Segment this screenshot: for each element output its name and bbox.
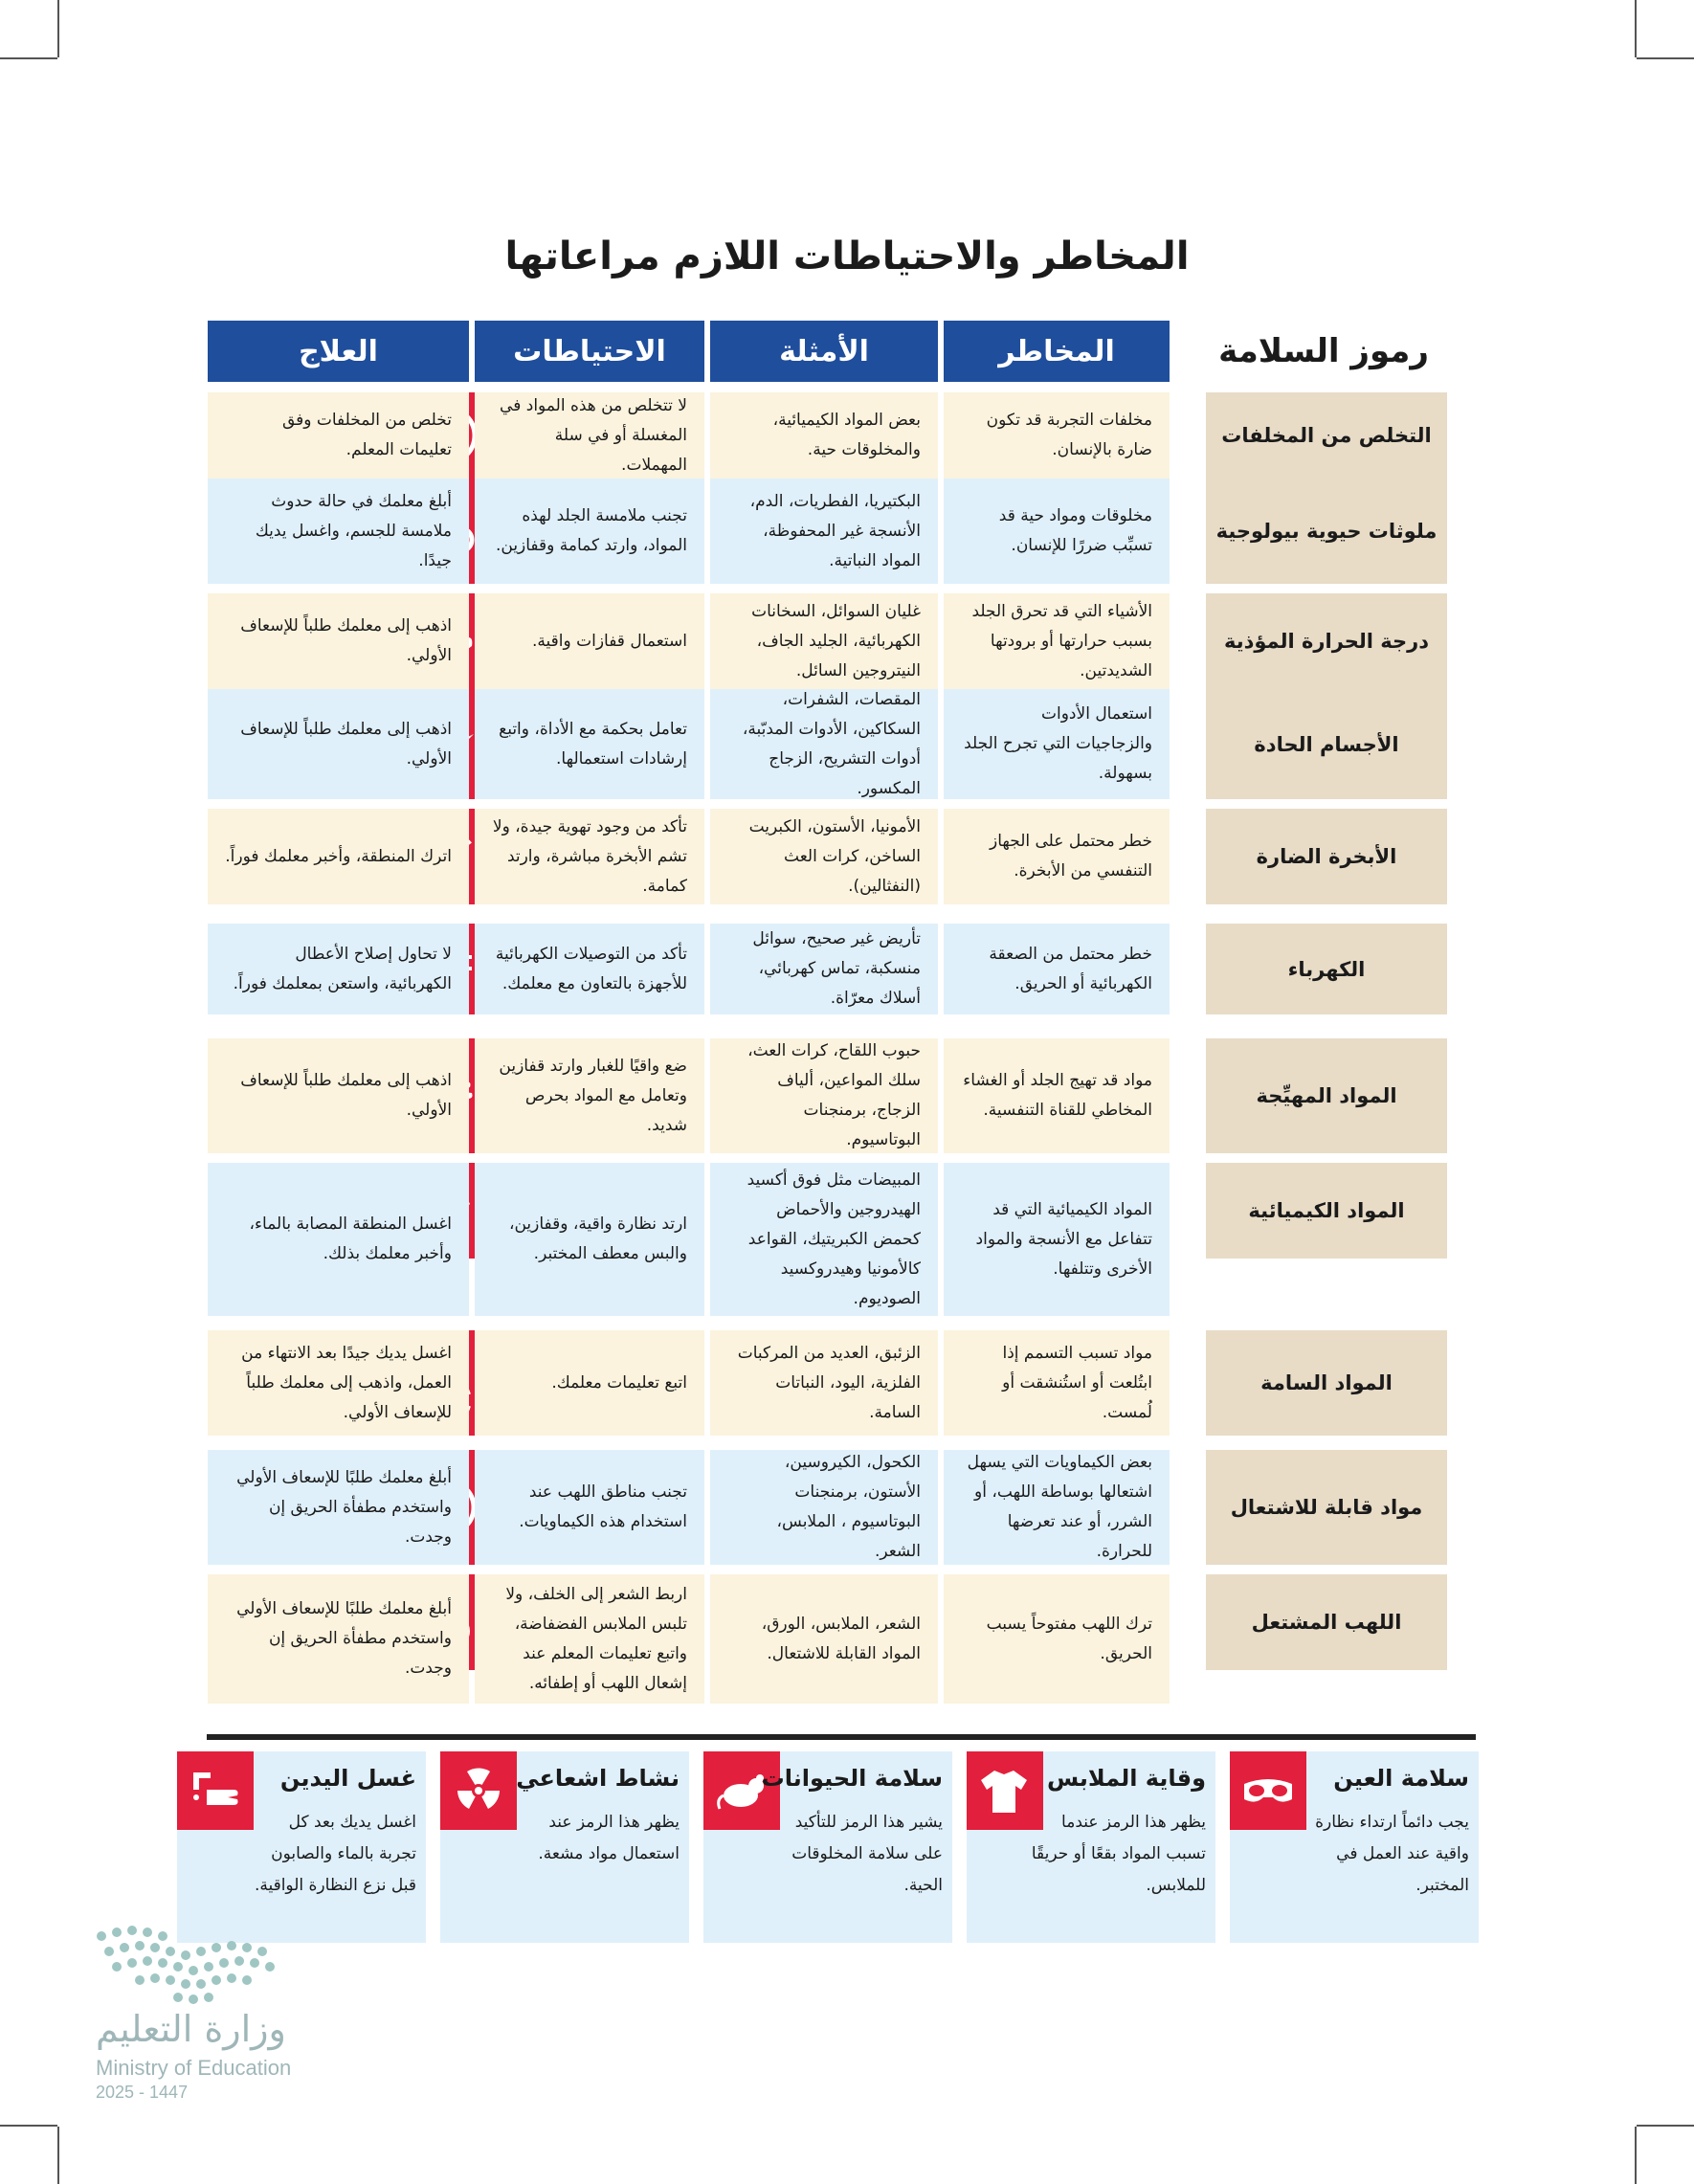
treatment-cell: اذهب إلى معلمك طلباً للإسعاف الأولي. bbox=[208, 1038, 469, 1153]
crop-mark bbox=[1637, 2125, 1694, 2127]
treatment-cell: لا تحاول إصلاح الأعطال الكهربائية، واستعن بمعلمك فوراً. bbox=[208, 924, 469, 1014]
examples-cell: تأريض غير صحيح، سوائل منسكبة، تماس كهربائي، أسلاك معرّاة. bbox=[710, 924, 938, 1014]
table-row bbox=[0, 689, 1694, 799]
hand-wash-icon bbox=[177, 1751, 254, 1830]
precautions-cell: تأكد من التوصيلات الكهربائية للأجهزة بالتعاون مع معلمك. bbox=[475, 924, 704, 1014]
examples-cell: المبيضات مثل فوق أكسيد الهيدروجين والأحماض كحمض الكبريتيك، القواعد كالأمونيا وهيدروكسيد الصوديوم. bbox=[710, 1163, 938, 1316]
row-name: الأبخرة الضارة bbox=[1206, 809, 1447, 904]
examples-cell: الأمونيا، الأستون، الكبريت الساخن، كرات العث (النفثالين). bbox=[710, 809, 938, 904]
page-title: المخاطر والاحتياطات اللازم مراعاتها bbox=[504, 234, 1190, 279]
row-name: درجة الحرارة المؤذية bbox=[1206, 593, 1447, 689]
treatment-cell: اذهب إلى معلمك طلباً للإسعاف الأولي. bbox=[208, 593, 469, 689]
examples-cell: الشعر، الملابس، الورق، المواد القابلة للاشتعال. bbox=[710, 1574, 938, 1704]
hazard-cell: بعض الكيماويات التي يسهل اشتعالها بوساطة اللهب، أو الشرر، أو عند تعرضها للحرارة. bbox=[944, 1450, 1170, 1565]
crop-mark bbox=[0, 2125, 57, 2127]
crop-mark bbox=[1637, 57, 1694, 59]
academic-year: 2025 - 1447 bbox=[96, 2083, 189, 2102]
hazard-cell: مواد قد تهيج الجلد أو الغشاء المخاطي للقناة التنفسية. bbox=[944, 1038, 1170, 1153]
symbol-title: نشاط اشعاعي bbox=[516, 1765, 680, 1792]
precautions-cell: اربط الشعر إلى الخلف، ولا تلبس الملابس الفضفاضة، واتبع تعليمات المعلم عند إشعال اللهب أو إطفائه. bbox=[475, 1574, 704, 1704]
hazard-cell: خطر محتمل على الجهاز التنفسي من الأبخرة. bbox=[944, 809, 1170, 904]
ministry-name-arabic: وزارة التعليم bbox=[96, 2008, 286, 2050]
symbol-eye-safety bbox=[1230, 1751, 1479, 1943]
hazard-cell: استعمال الأدوات والزجاجيات التي تجرح الجلد بسهولة. bbox=[944, 689, 1170, 799]
symbol-text: يجب دائماً ارتداء نظارة واقية عند العمل في المختبر. bbox=[1315, 1813, 1469, 1895]
symbol-radioactive bbox=[440, 1751, 689, 1943]
symbol-text: يظهر هذا الرمز عندما تسبب المواد بقعًا أو حريقًا للملابس. bbox=[1031, 1813, 1206, 1895]
header-hazards: المخاطر bbox=[944, 321, 1170, 382]
row-name: الأجسام الحادة bbox=[1206, 689, 1447, 799]
precautions-cell: ارتد نظارة واقية، وقفازين، والبس معطف المختبر. bbox=[475, 1163, 704, 1316]
examples-cell: الزئبق، العديد من المركبات الفلزية، اليود، النباتات السامة. bbox=[710, 1330, 938, 1436]
hazard-cell: المواد الكيميائية التي قد تتفاعل مع الأنسجة والمواد الأخرى وتتلفها. bbox=[944, 1163, 1170, 1316]
precautions-cell: ضع واقيًا للغبار وارتد قفازين وتعامل مع المواد بحرص شديد. bbox=[475, 1038, 704, 1153]
crop-mark bbox=[57, 0, 59, 57]
section-divider bbox=[207, 1734, 1476, 1740]
row-name: التخلص من المخلفات bbox=[1206, 392, 1447, 479]
header-treatment: العلاج bbox=[208, 321, 469, 382]
row-name: المواد المهيِّجة bbox=[1206, 1038, 1447, 1153]
symbol-title: وقاية الملابس bbox=[1046, 1765, 1206, 1792]
crop-mark bbox=[57, 2127, 59, 2184]
hazard-cell: ترك اللهب مفتوحاً يسبب الحريق. bbox=[944, 1574, 1170, 1704]
table-row bbox=[0, 1574, 1694, 1704]
symbol-text: يظهر هذا الرمز عند استعمال مواد مشعة. bbox=[538, 1813, 680, 1863]
treatment-cell: أبلغ معلمك طلبًا للإسعاف الأولي واستخدم مطفأة الحريق إن وجدت. bbox=[208, 1450, 469, 1565]
precautions-cell: تجنب مناطق اللهب عند استخدام هذه الكيماويات. bbox=[475, 1450, 704, 1565]
treatment-cell: أبلغ معلمك طلبًا للإسعاف الأولي واستخدم مطفأة الحريق إن وجدت. bbox=[208, 1574, 469, 1704]
symbol-text: اغسل يديك بعد كل تجربة بالماء والصابون قبل نزع النظارة الواقية. bbox=[254, 1813, 416, 1895]
header-precautions: الاحتياطات bbox=[475, 321, 704, 382]
examples-cell: المقصات، الشفرات، السكاكين، الأدوات المدبّبة، أدوات التشريح، الزجاج المكسور. bbox=[710, 689, 938, 799]
table-row bbox=[0, 593, 1694, 689]
header-examples: الأمثلة bbox=[710, 321, 938, 382]
treatment-cell: اذهب إلى معلمك طلباً للإسعاف الأولي. bbox=[208, 689, 469, 799]
crop-mark bbox=[1635, 0, 1637, 57]
symbols-header: رموز السلامة bbox=[1218, 332, 1429, 370]
row-name: ملوثات حيوية بيولوجية bbox=[1206, 479, 1447, 584]
ministry-logo-icon bbox=[92, 1917, 302, 2022]
table-row bbox=[0, 479, 1694, 584]
symbol-title: غسل اليدين bbox=[279, 1765, 416, 1792]
hazard-cell: مواد تسبب التسمم إذا ابتُلعت أو استُنشقت أو لُمست. bbox=[944, 1330, 1170, 1436]
precautions-cell: تعامل بحكمة مع الأداة، واتبع إرشادات استعمالها. bbox=[475, 689, 704, 799]
symbol-hand-washing bbox=[177, 1751, 426, 1943]
precautions-cell: اتبع تعليمات معلمك. bbox=[475, 1330, 704, 1436]
examples-cell: غليان السوائل، السخانات الكهربائية، الجليد الجاف، النيتروجين السائل. bbox=[710, 593, 938, 689]
treatment-cell: اترك المنطقة، وأخبر معلمك فوراً. bbox=[208, 809, 469, 904]
table-row bbox=[0, 1038, 1694, 1153]
row-name: اللهب المشتعل bbox=[1206, 1574, 1447, 1670]
examples-cell: البكتيريا، الفطريات، الدم، الأنسجة غير المحفوظة، المواد النباتية. bbox=[710, 479, 938, 584]
symbol-title: سلامة العين bbox=[1333, 1765, 1469, 1792]
precautions-cell: تجنب ملامسة الجلد لهذه المواد، وارتد كمامة وقفازين. bbox=[475, 479, 704, 584]
treatment-cell: اغسل يديك جيدًا بعد الانتهاء من العمل، واذهب إلى معلمك طلباً للإسعاف الأولي. bbox=[208, 1330, 469, 1436]
hazard-cell: الأشياء التي قد تحرق الجلد بسبب حرارتها أو برودتها الشديدتين. bbox=[944, 593, 1170, 689]
crop-mark bbox=[1635, 2127, 1637, 2184]
table-row bbox=[0, 809, 1694, 904]
goggles-icon bbox=[1230, 1751, 1306, 1830]
precautions-cell: تأكد من وجود تهوية جيدة، ولا تشم الأبخرة مباشرة، وارتد كمامة. bbox=[475, 809, 704, 904]
table-row bbox=[0, 392, 1694, 479]
symbol-clothing-protection bbox=[967, 1751, 1215, 1943]
row-name: المواد الكيميائية bbox=[1206, 1163, 1447, 1259]
table-row bbox=[0, 1330, 1694, 1436]
radiation-icon bbox=[440, 1751, 517, 1830]
table-row bbox=[0, 1450, 1694, 1565]
crop-mark bbox=[0, 57, 57, 59]
hazard-cell: خطر محتمل من الصعقة الكهربائية أو الحريق. bbox=[944, 924, 1170, 1014]
table-row bbox=[0, 1163, 1694, 1316]
treatment-cell: تخلص من المخلفات وفق تعليمات المعلم. bbox=[208, 392, 469, 479]
row-name: الكهرباء bbox=[1206, 924, 1447, 1014]
precautions-cell: لا تتخلص من هذه المواد في المغسلة أو في سلة المهملات. bbox=[475, 392, 704, 479]
precautions-cell: استعمال قفازات واقية. bbox=[475, 593, 704, 689]
row-name: المواد السامة bbox=[1206, 1330, 1447, 1436]
hazard-cell: مخلوقات ومواد حية قد تسبِّب ضررًا للإنسان. bbox=[944, 479, 1170, 584]
ministry-name-english: Ministry of Education bbox=[96, 2056, 292, 2080]
symbol-animal-safety bbox=[703, 1751, 952, 1943]
symbol-text: يشير هذا الرمز للتأكيد على سلامة المخلوقات الحية. bbox=[791, 1813, 943, 1895]
examples-cell: الكحول، الكيروسين، الأستون، برمنجنات البوتاسيوم ، الملابس، الشعر. bbox=[710, 1450, 938, 1565]
symbol-title: سلامة الحيوانات bbox=[761, 1765, 943, 1792]
row-name: مواد قابلة للاشتعال bbox=[1206, 1450, 1447, 1565]
hazard-cell: مخلفات التجربة قد تكون ضارة بالإنسان. bbox=[944, 392, 1170, 479]
examples-cell: حبوب اللقاح، كرات العث، سلك المواعين، ألياف الزجاج، برمنجنات البوتاسيوم. bbox=[710, 1038, 938, 1153]
treatment-cell: أبلغ معلمك في حالة حدوث ملامسة للجسم، واغسل يديك جيدًا. bbox=[208, 479, 469, 584]
treatment-cell: اغسل المنطقة المصابة بالماء، وأخبر معلمك بذلك. bbox=[208, 1163, 469, 1316]
table-row bbox=[0, 924, 1694, 1014]
examples-cell: بعض المواد الكيميائية، والمخلوقات حية. bbox=[710, 392, 938, 479]
